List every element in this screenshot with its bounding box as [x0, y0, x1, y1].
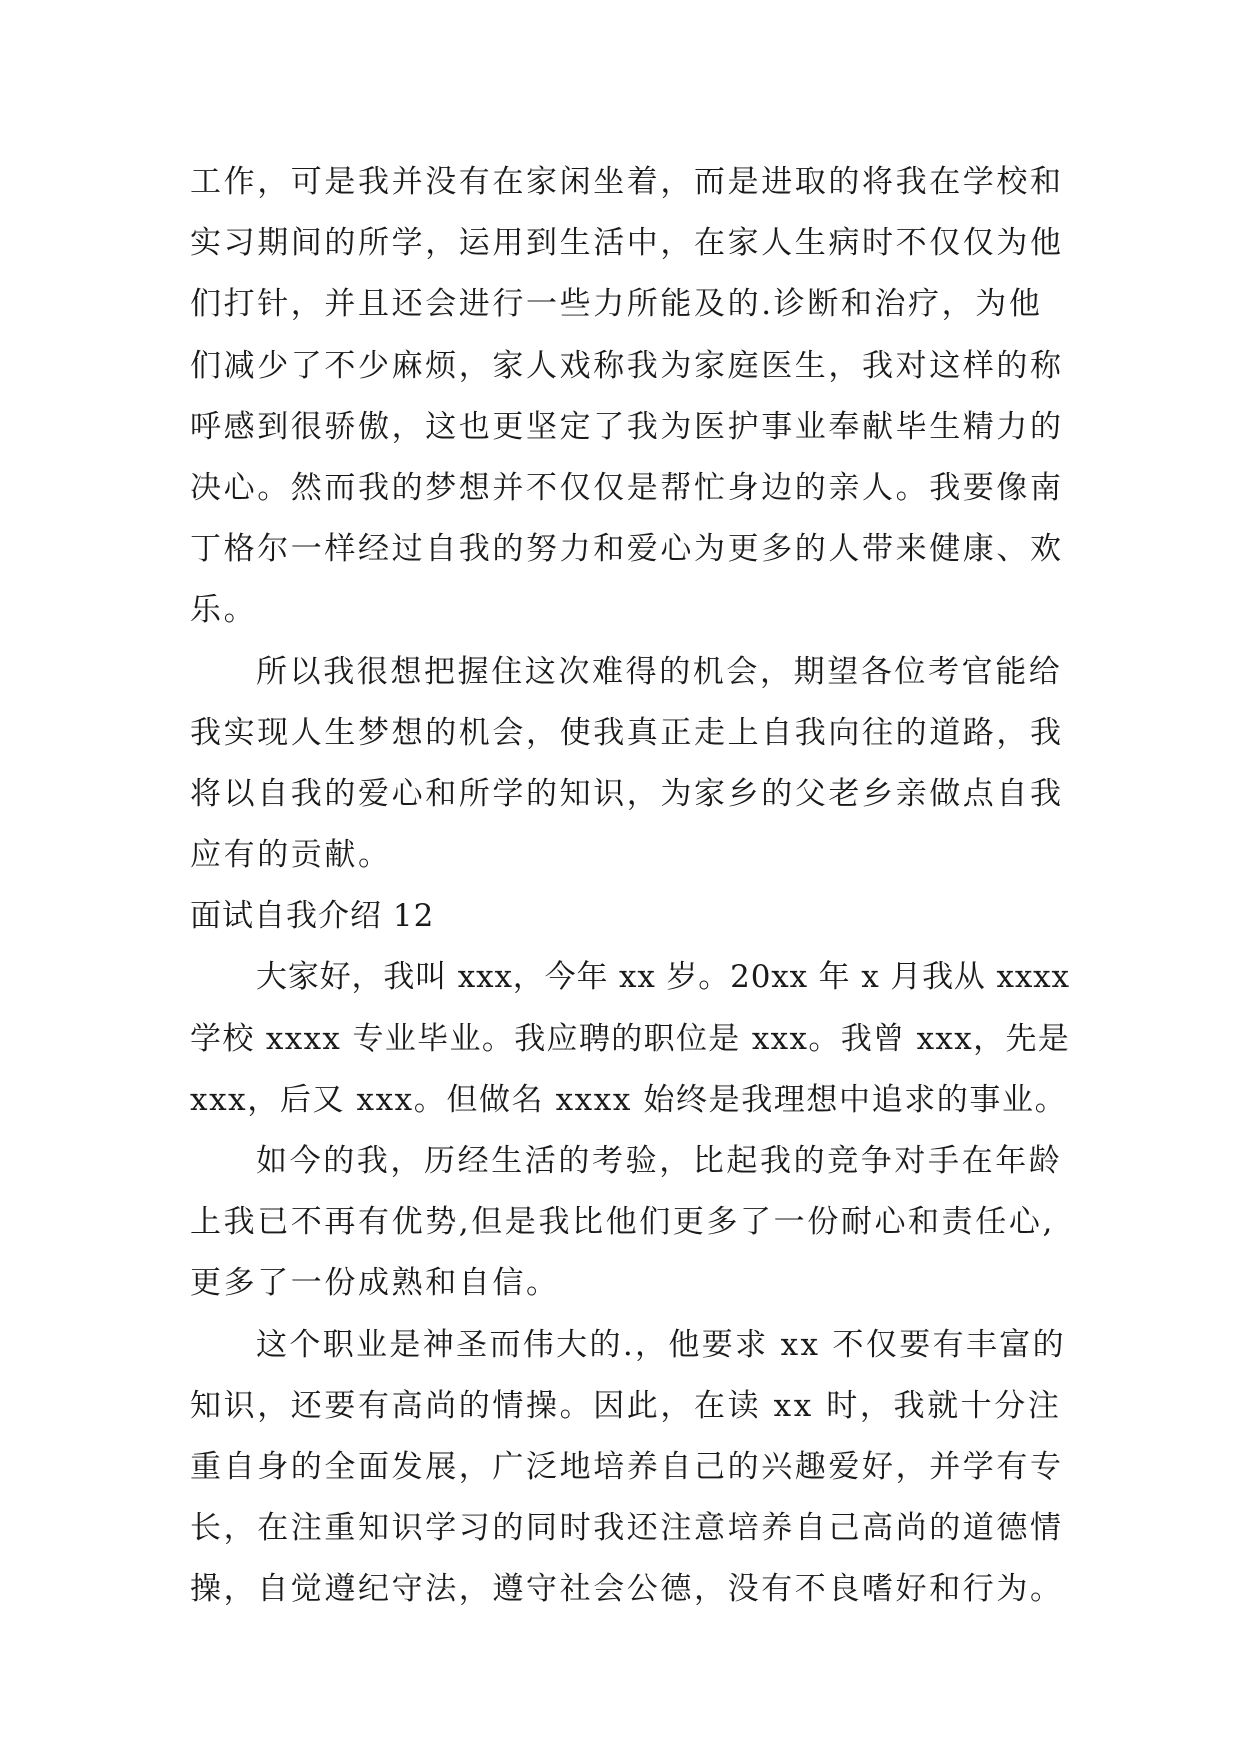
text-line: 所以我很想把握住这次难得的机会，期望各位考官能给 — [256, 653, 1063, 690]
text-line: 这个职业是神圣而伟大的.，他要求 xx 不仅要有丰富的 — [256, 1326, 1066, 1363]
text-line: 们打针，并且还会进行一些力所能及的.诊断和治疗，为他 — [190, 286, 1043, 323]
text-line: 上我已不再有优势,但是我比他们更多了一份耐心和责任心, — [190, 1204, 1055, 1241]
section-heading: 面试自我介绍 12 — [190, 898, 435, 935]
text-line: 工作，可是我并没有在家闲坐着，而是进取的将我在学校和 — [190, 164, 1064, 200]
document-body — [190, 152, 1070, 1621]
text-line: 丁格尔一样经过自我的努力和爱心为更多的人带来健康、欢 — [190, 531, 1064, 568]
text-line: 呼感到很骄傲，这也更坚定了我为医护事业奉献毕生精力的 — [190, 408, 1064, 445]
text-line: xxx，后又 xxx。但做名 xxxx 始终是我理想中追求的事业。 — [190, 1081, 1068, 1118]
text-line: 们减少了不少麻烦，家人戏称我为家庭医生，我对这样的称 — [190, 347, 1064, 384]
text-line: 更多了一份成熟和自信。 — [190, 1265, 560, 1302]
text-line: 决心。然而我的梦想并不仅仅是帮忙身边的亲人。我要像南 — [190, 469, 1064, 506]
text-line: 重自身的全面发展，广泛地培养自己的兴趣爱好，并学有专 — [190, 1448, 1064, 1485]
text-line: 将以自我的爱心和所学的知识，为家乡的父老乡亲做点自我 — [190, 775, 1064, 812]
text-line: 乐。 — [190, 592, 258, 629]
text-line: 我实现人生梦想的机会，使我真正走上自我向往的道路，我 — [190, 714, 1064, 751]
text-line: 学校 xxxx 专业毕业。我应聘的职位是 xxx。我曾 xxx，先是 — [190, 1020, 1071, 1057]
text-line: 知识，还要有高尚的情操。因此，在读 xx 时，我就十分注 — [190, 1387, 1062, 1424]
text-line: 应有的贡献。 — [190, 837, 392, 874]
text-line: 实习期间的所学，运用到生活中，在家人生病时不仅仅为他 — [190, 225, 1064, 262]
text-line: 操，自觉遵纪守法，遵守社会公德，没有不良嗜好和行为。 — [190, 1571, 1064, 1608]
text-line: 如今的我，历经生活的考验，比起我的竞争对手在年龄 — [256, 1143, 1063, 1179]
text-line: 大家好，我叫 xxx，今年 xx 岁。20xx 年 x 月我从 xxxx — [256, 959, 1070, 996]
text-line: 长，在注重知识学习的同时我还注意培养自己高尚的道德情 — [190, 1510, 1064, 1547]
